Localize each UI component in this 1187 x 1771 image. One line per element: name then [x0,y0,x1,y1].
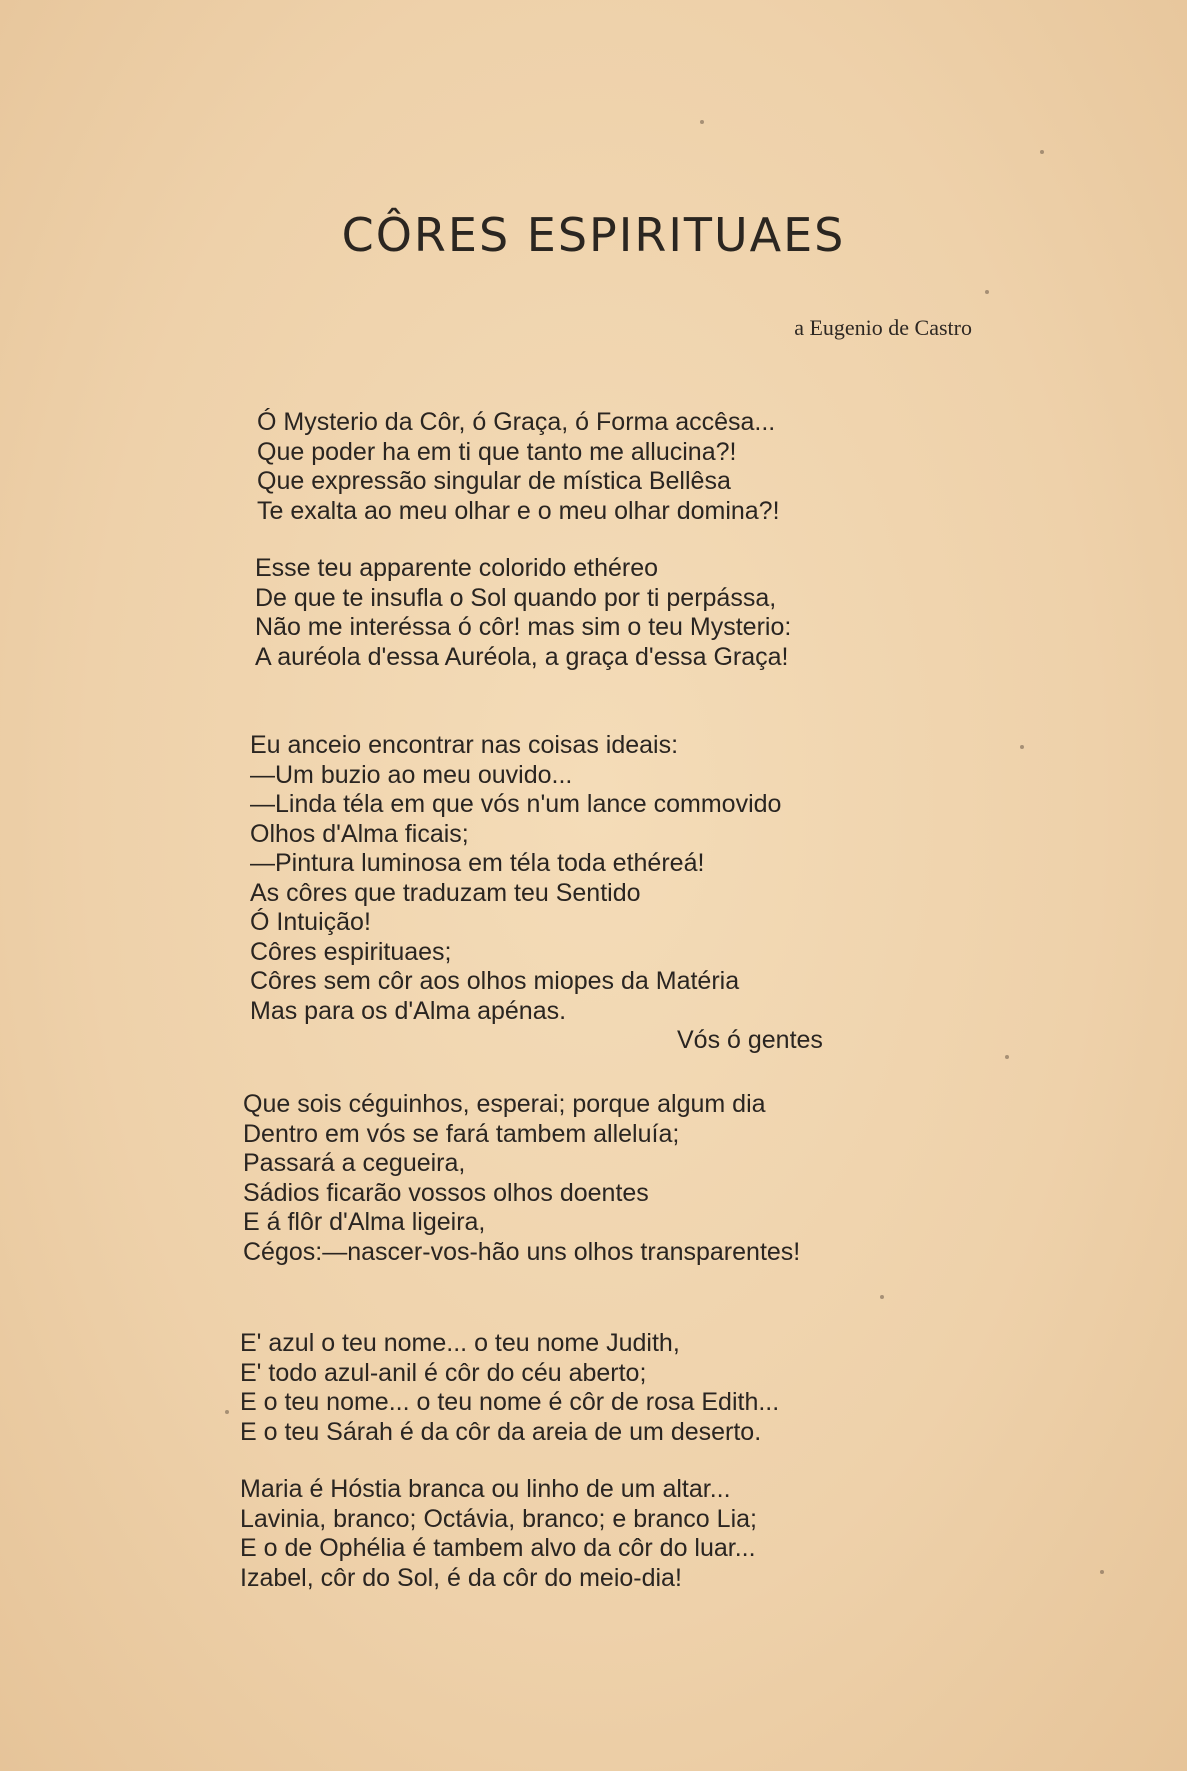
verse-line: Cégos:—nascer-vos-hão uns olhos transparentes! [243,1237,801,1266]
verse-line: Que expressão singular de mística Bellêsa [257,467,731,495]
verse-line: Côres sem côr aos olhos miopes da Matéria [250,967,740,995]
verse-line: Lavinia, branco; Octávia, branco; e branco Lia; [240,1504,757,1533]
verse-line: E o de Ophélia é tambem alvo da côr do luar... [240,1534,756,1562]
verse-line: E o teu Sárah é da côr da areia de um deserto. [240,1417,762,1446]
verse-line: Ó Intuição! [250,908,371,936]
verse-line: E' todo azul-anil é côr do céu aberto; [240,1358,647,1387]
verse-line: Te exalta ao meu olhar e o meu olhar domina?! [257,496,780,525]
verse-line: Vós ó gentes [677,1026,823,1054]
verse-line: Passará a cegueira, [243,1149,466,1177]
verse-line: Mas para os d'Alma apénas. [250,996,567,1025]
paper-speck [1040,150,1044,154]
paper-speck [985,290,989,294]
paper-speck [1100,1570,1104,1574]
paper-speck [1005,1055,1009,1059]
poem-title: CÔRES ESPIRITUAES [341,208,846,262]
paper-speck [1020,745,1024,749]
verse-line: Côres espirituaes; [250,937,452,966]
verse-line: Sádios ficarão vossos olhos doentes [243,1178,649,1207]
paper-speck [225,1410,229,1414]
stanza-1 [257,408,780,526]
verse-line: Não me interéssa ó côr! mas sim o teu Mysterio: [255,613,792,641]
verse-line: —Linda téla em que vós n'um lance commovido [250,790,782,818]
verse-line: Ó Mysterio da Côr, ó Graça, ó Forma accêsa... [257,408,776,436]
verse-line: Que poder ha em ti que tanto me allucina?! [257,437,737,466]
stanza-2 [255,554,791,672]
stanza-6 [240,1475,757,1593]
verse-line: E' azul o teu nome... o teu nome Judith, [240,1329,680,1357]
stanza-4 [243,1090,800,1267]
verse-line: Que sois céguinhos, esperai; porque algum dia [243,1090,766,1118]
verse-line: Olhos d'Alma ficais; [250,819,469,848]
paper-speck [880,1295,884,1299]
verse-line: Esse teu apparente colorido ethéreo [255,554,659,582]
verse-line: Izabel, côr do Sol, é da côr do meio-dia! [240,1563,682,1592]
stanza-3 [250,731,823,1056]
verse-line: Maria é Hóstia branca ou linho de um altar... [240,1475,731,1503]
verse-line: E á flôr d'Alma ligeira, [243,1208,486,1236]
verse-line: —Pintura luminosa em téla toda ethéreá! [250,849,705,877]
poem-dedication: a Eugenio de Castro [794,315,972,340]
verse-line: Eu anceio encontrar nas coisas ideais: [250,731,679,759]
verse-line: As côres que traduzam teu Sentido [250,878,641,907]
verse-line: —Um buzio ao meu ouvido... [250,760,573,789]
verse-line: E o teu nome... o teu nome é côr de rosa Edith... [240,1388,780,1416]
verse-line: A auréola d'essa Auréola, a graça d'essa Graça! [255,642,789,671]
verse-line: Dentro em vós se fará tambem alleluía; [243,1119,680,1148]
verse-line: De que te insufla o Sol quando por ti perpássa, [255,583,777,612]
stanza-5 [240,1329,779,1447]
paper-speck [700,120,704,124]
